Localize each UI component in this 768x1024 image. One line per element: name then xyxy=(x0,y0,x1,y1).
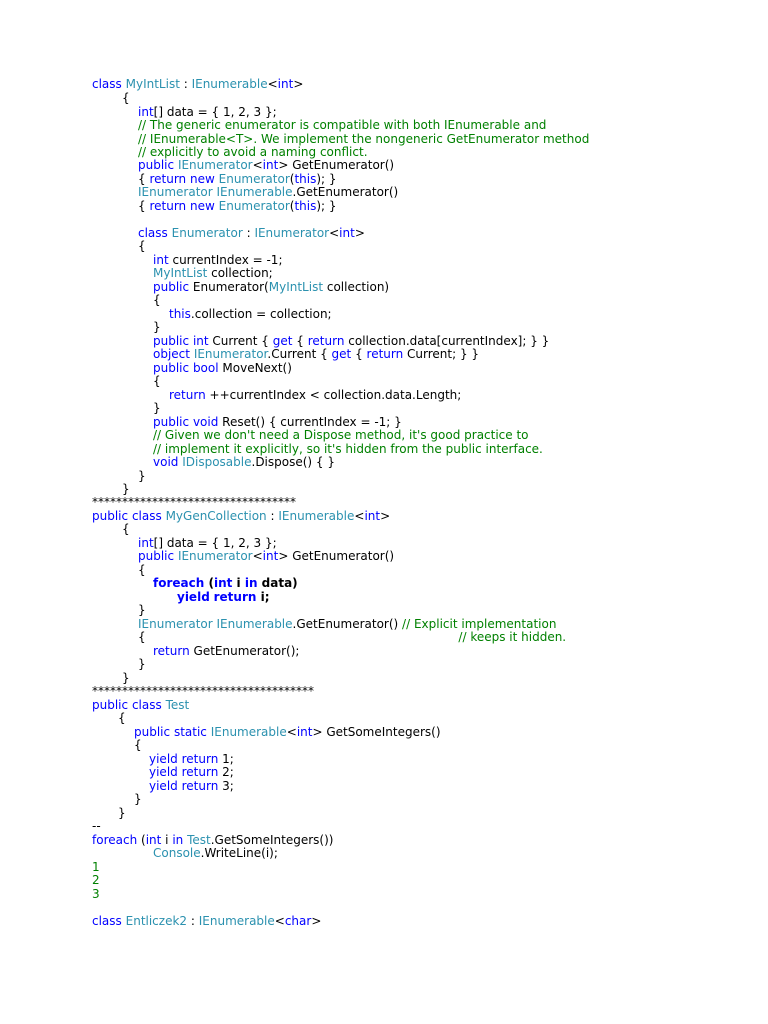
code-token: public xyxy=(92,509,129,523)
code-token: new xyxy=(189,172,215,186)
code-token: : xyxy=(179,77,192,91)
code-token: this xyxy=(294,172,317,186)
code-token: MyIntList xyxy=(125,77,180,91)
code-token: return xyxy=(366,347,404,361)
code-token: int xyxy=(296,725,313,739)
code-token: Reset() { currentIndex = -1; } xyxy=(218,415,402,429)
code-token: > xyxy=(311,914,322,928)
code-line xyxy=(138,550,394,563)
code-token: .WriteLine(i); xyxy=(200,846,278,860)
code-token: } xyxy=(118,806,126,820)
code-line xyxy=(92,915,321,928)
code-token: .GetEnumerator() xyxy=(292,617,403,631)
code-token: collection) xyxy=(323,280,390,294)
code-token: return xyxy=(169,388,206,402)
code-token: IEnumerable xyxy=(278,509,355,523)
code-token: } xyxy=(122,482,130,496)
code-token: yield xyxy=(177,590,210,604)
code-token: public xyxy=(92,698,129,712)
code-token: public xyxy=(153,334,190,348)
code-token: int xyxy=(364,509,381,523)
code-token: } xyxy=(138,469,146,483)
code-line xyxy=(138,119,546,132)
code-token: : xyxy=(266,509,279,523)
code-token: class xyxy=(138,226,168,240)
code-line xyxy=(122,523,130,536)
code-line xyxy=(138,186,398,199)
code-line xyxy=(138,159,394,172)
code-token: .Dispose() { } xyxy=(251,455,335,469)
code-token: ( xyxy=(137,833,146,847)
code-token: yield xyxy=(149,752,178,766)
code-token: IEnumerable xyxy=(216,185,293,199)
code-token: Entliczek2 xyxy=(125,914,188,928)
code-token: 3; xyxy=(218,779,234,793)
code-token: this xyxy=(169,307,191,321)
code-token: < xyxy=(286,725,297,739)
code-line xyxy=(169,389,461,402)
code-line xyxy=(138,227,365,240)
code-token: } xyxy=(134,792,142,806)
code-line xyxy=(153,847,278,860)
code-token: } xyxy=(153,320,161,334)
code-token: // Explicit implementation xyxy=(402,617,557,631)
code-token: { xyxy=(122,522,130,536)
code-token: IEnumerator xyxy=(193,347,268,361)
code-token: class xyxy=(131,698,162,712)
code-token: ); } xyxy=(316,172,337,186)
code-token: : xyxy=(242,226,255,240)
code-token: < xyxy=(274,914,285,928)
code-token: new xyxy=(189,199,215,213)
code-line xyxy=(134,793,142,806)
code-token: Current { xyxy=(208,334,273,348)
code-line xyxy=(153,294,161,307)
code-token: { xyxy=(351,347,367,361)
code-token: { xyxy=(138,630,459,644)
code-token: { xyxy=(138,239,146,253)
code-token: Test xyxy=(187,833,211,847)
code-line xyxy=(122,92,130,105)
code-token: > xyxy=(380,509,391,523)
code-token: public xyxy=(153,361,190,375)
code-token: IEnumerator xyxy=(254,226,330,240)
code-token: class xyxy=(131,509,162,523)
code-line xyxy=(92,78,303,91)
code-token: ( xyxy=(289,199,295,213)
code-token: IEnumerator xyxy=(177,549,253,563)
code-token: // IEnumerable<T>. We implement the nongeneric GetEnumerator method xyxy=(138,132,590,146)
code-token: foreach xyxy=(153,576,205,590)
code-token: return xyxy=(149,199,187,213)
code-token: } xyxy=(138,603,146,617)
code-line xyxy=(92,685,314,698)
code-token: int xyxy=(262,549,279,563)
code-line xyxy=(92,888,100,901)
code-token: i xyxy=(161,833,173,847)
code-token: collection.data[currentIndex]; } } xyxy=(344,334,550,348)
code-line xyxy=(92,699,189,712)
code-token: 1; xyxy=(218,752,234,766)
code-token: { xyxy=(138,172,150,186)
code-line xyxy=(138,200,337,213)
code-token: Enumerator xyxy=(218,172,290,186)
code-line xyxy=(149,766,234,779)
code-token: // The generic enumerator is compatible with both IEnumerable and xyxy=(138,118,547,132)
code-token: > xyxy=(293,77,304,91)
code-token: public xyxy=(153,280,190,294)
code-token: int xyxy=(262,158,279,172)
code-line xyxy=(153,402,161,415)
code-token: public xyxy=(134,725,171,739)
code-token: // implement it explicitly, so it's hidden from the public interface. xyxy=(153,442,543,456)
code-line xyxy=(138,604,146,617)
code-token: bool xyxy=(192,361,219,375)
code-line xyxy=(138,564,146,577)
code-token: currentIndex = -1; xyxy=(168,253,283,267)
code-line xyxy=(153,375,161,388)
code-token: return xyxy=(181,765,219,779)
code-token: this xyxy=(294,199,317,213)
code-token: Enumerator( xyxy=(189,280,269,294)
code-token: .GetEnumerator() xyxy=(292,185,399,199)
code-token: int xyxy=(138,536,154,550)
code-line xyxy=(153,456,335,469)
code-token: { xyxy=(138,199,150,213)
code-token: class xyxy=(92,914,122,928)
code-token: in xyxy=(244,576,258,590)
code-token: Enumerator xyxy=(171,226,243,240)
code-token: > GetEnumerator() xyxy=(278,549,395,563)
code-token: IEnumerable xyxy=(216,617,293,631)
code-token: // Given we don't need a Dispose method, it's good practice to xyxy=(153,428,529,442)
code-token: ( xyxy=(204,576,214,590)
code-line xyxy=(153,348,479,361)
code-token: [] data = { 1, 2, 3 }; xyxy=(153,536,277,550)
code-token: foreach xyxy=(92,833,138,847)
code-token: class xyxy=(92,77,122,91)
code-token: return xyxy=(181,752,219,766)
code-token: ********************************** xyxy=(92,495,296,509)
code-token: : xyxy=(187,914,199,928)
code-line xyxy=(169,308,332,321)
code-token: int xyxy=(192,334,209,348)
code-line xyxy=(134,739,142,752)
code-line xyxy=(92,874,100,887)
code-token: IEnumerator xyxy=(138,617,213,631)
code-token: { xyxy=(292,334,308,348)
code-line xyxy=(138,631,566,644)
code-token: IEnumerable xyxy=(210,725,287,739)
code-line xyxy=(138,470,146,483)
code-token: > GetSomeIntegers() xyxy=(312,725,441,739)
code-token: { xyxy=(122,91,130,105)
code-token: 3 xyxy=(92,887,100,901)
code-token: } xyxy=(138,657,146,671)
code-token: { xyxy=(118,711,126,725)
code-token: -- xyxy=(92,819,101,833)
code-token: IEnumerator xyxy=(177,158,253,172)
code-line xyxy=(118,807,126,820)
code-line xyxy=(134,726,441,739)
code-line xyxy=(177,591,270,604)
code-token: 2 xyxy=(92,873,100,887)
code-token: // keeps it hidden. xyxy=(458,630,567,644)
code-line xyxy=(153,267,273,280)
code-token: 2; xyxy=(218,765,234,779)
code-token: .GetSomeIntegers()) xyxy=(210,833,334,847)
code-token: public xyxy=(138,158,175,172)
code-token: { xyxy=(153,374,161,388)
code-line xyxy=(153,645,299,658)
code-token: void xyxy=(192,415,219,429)
code-token: return xyxy=(213,590,257,604)
code-token: yield xyxy=(149,765,178,779)
code-token: yield xyxy=(149,779,178,793)
code-token: < xyxy=(354,509,365,523)
code-token: i xyxy=(232,576,245,590)
code-token: < xyxy=(252,549,263,563)
code-token: public xyxy=(153,415,190,429)
code-token: ************************************* xyxy=(92,684,314,698)
code-token: > xyxy=(354,226,365,240)
code-token: > GetEnumerator() xyxy=(278,158,395,172)
code-line xyxy=(92,510,390,523)
code-token: get xyxy=(331,347,352,361)
code-line xyxy=(118,712,126,725)
code-line xyxy=(153,281,389,294)
code-token: IEnumerator xyxy=(138,185,213,199)
code-token: Console xyxy=(153,846,201,860)
code-token: // explicitly to avoid a naming conflict. xyxy=(138,145,368,159)
code-token: object xyxy=(153,347,190,361)
code-line xyxy=(153,362,292,375)
code-token: Enumerator xyxy=(218,199,290,213)
code-token: IEnumerable xyxy=(198,914,275,928)
code-token: int xyxy=(213,576,233,590)
code-token: < xyxy=(267,77,278,91)
code-token: data) xyxy=(257,576,298,590)
code-token: .Current { xyxy=(267,347,332,361)
code-token: MyIntList xyxy=(153,266,208,280)
code-token: MyIntList xyxy=(268,280,324,294)
code-token: get xyxy=(272,334,293,348)
code-line xyxy=(138,240,146,253)
code-line xyxy=(153,577,298,590)
code-token: in xyxy=(172,833,184,847)
code-token: ); } xyxy=(316,199,337,213)
code-token: IDisposable xyxy=(182,455,252,469)
code-token: ++currentIndex < collection.data.Length; xyxy=(205,388,462,402)
code-token: { xyxy=(134,738,142,752)
code-token: IEnumerable xyxy=(191,77,268,91)
code-line xyxy=(138,658,146,671)
code-line xyxy=(92,820,101,833)
code-token: GetEnumerator(); xyxy=(189,644,300,658)
code-token: int xyxy=(153,253,169,267)
code-token: { xyxy=(153,293,161,307)
code-token: } xyxy=(122,671,130,685)
code-token: return xyxy=(153,644,190,658)
code-token: int xyxy=(339,226,355,240)
code-token: void xyxy=(153,455,179,469)
code-token: public xyxy=(138,549,175,563)
code-token: return xyxy=(307,334,345,348)
code-token: return xyxy=(181,779,219,793)
code-token: MyGenCollection xyxy=(165,509,267,523)
code-line xyxy=(153,429,529,442)
code-token: return xyxy=(149,172,187,186)
code-token: .collection = collection; xyxy=(190,307,332,321)
code-token: int xyxy=(145,833,162,847)
code-token: 1 xyxy=(92,860,100,874)
code-token: < xyxy=(329,226,340,240)
code-token: i; xyxy=(256,590,270,604)
code-token: < xyxy=(252,158,263,172)
code-token: static xyxy=(173,725,207,739)
code-token: ( xyxy=(289,172,295,186)
code-token: { xyxy=(138,563,146,577)
code-line xyxy=(153,321,161,334)
code-line xyxy=(92,496,296,509)
code-token: Test xyxy=(165,698,190,712)
code-token: } xyxy=(153,401,161,415)
code-token: int xyxy=(138,105,154,119)
code-token: char xyxy=(284,914,312,928)
code-line xyxy=(149,780,234,793)
code-token: collection; xyxy=(207,266,273,280)
code-token: int xyxy=(277,77,294,91)
code-token: Current; } } xyxy=(403,347,480,361)
code-token: [] data = { 1, 2, 3 }; xyxy=(153,105,277,119)
code-token: MoveNext() xyxy=(218,361,292,375)
